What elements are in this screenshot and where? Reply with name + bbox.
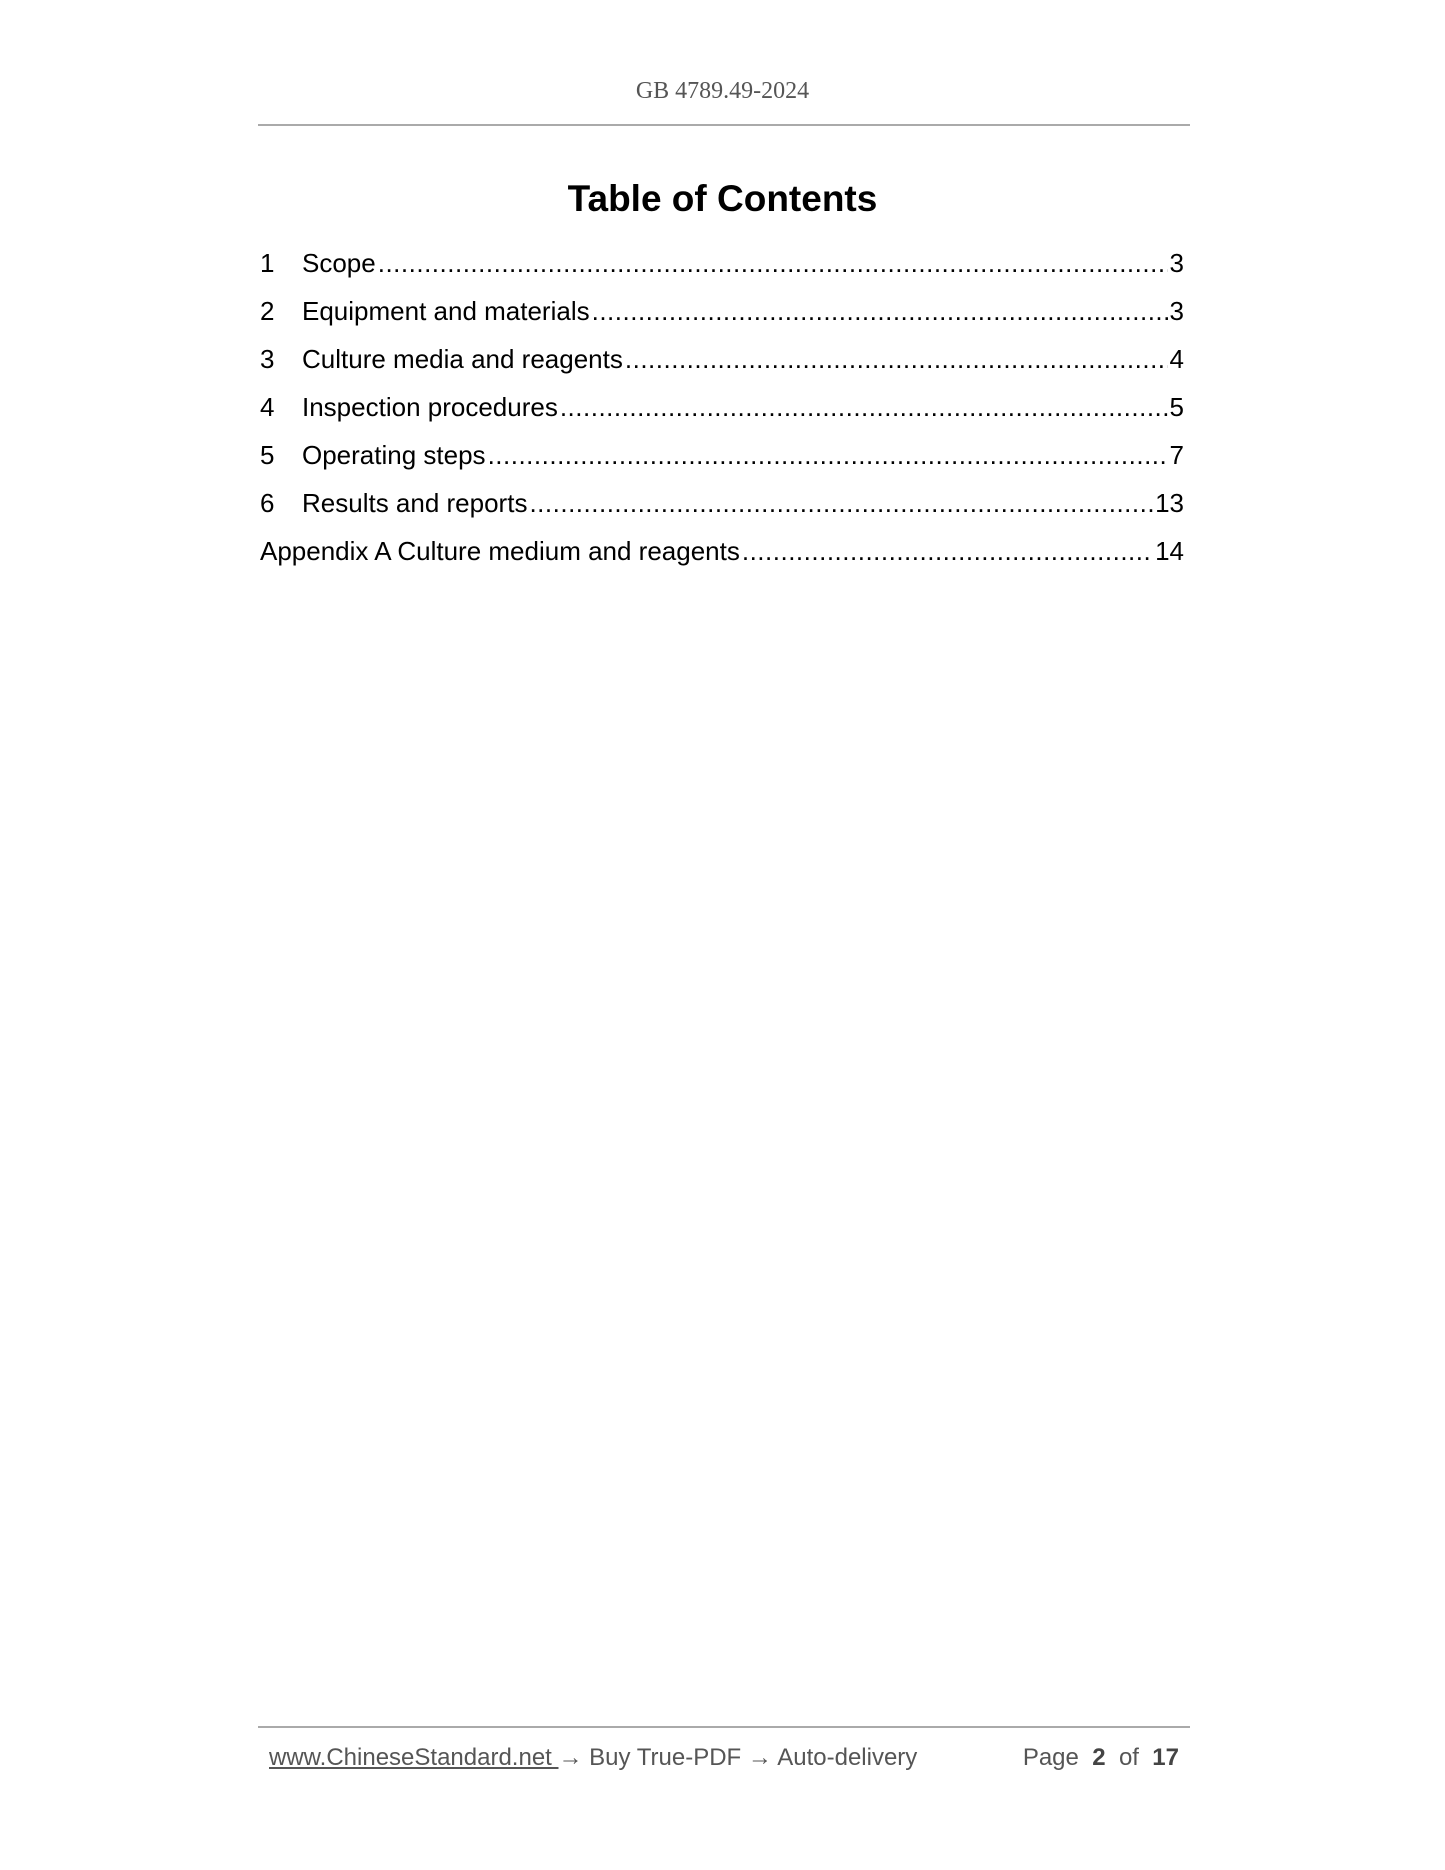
page-title: Table of Contents	[567, 178, 878, 219]
toc-entry[interactable]	[260, 392, 1184, 440]
toc-entry-appendix[interactable]	[260, 536, 1184, 584]
toc-entry[interactable]	[260, 440, 1184, 488]
toc-number: 3	[260, 344, 275, 374]
delivery-text: Auto-delivery	[777, 1744, 918, 1771]
toc-page: 4	[1169, 344, 1184, 374]
toc-number: 2	[260, 296, 275, 326]
toc-label: Scope	[302, 248, 376, 278]
toc-page: 3	[1169, 248, 1184, 278]
toc-page: 7	[1169, 440, 1184, 470]
toc-page: 13	[1155, 488, 1184, 518]
toc-label: Appendix A Culture medium and reagents	[260, 536, 740, 566]
footer-divider	[258, 1726, 1190, 1728]
buy-text: Buy True-PDF	[589, 1744, 742, 1771]
footer-promo	[269, 1744, 917, 1772]
toc-label: Inspection procedures	[302, 392, 558, 422]
toc-page: 14	[1155, 536, 1184, 566]
toc-label: Equipment and materials	[302, 296, 590, 326]
toc-page: 3	[1169, 296, 1184, 326]
toc-label: Operating steps	[302, 440, 486, 470]
header-divider	[258, 124, 1190, 126]
dot-leader	[488, 440, 1168, 471]
toc-entry[interactable]	[260, 248, 1184, 296]
website-link[interactable]: www.ChineseStandard.net	[269, 1744, 559, 1771]
dot-leader	[592, 296, 1168, 327]
page-indicator	[1023, 1744, 1179, 1772]
dot-leader	[378, 248, 1168, 279]
toc-number: 4	[260, 392, 275, 422]
toc-number: 6	[260, 488, 275, 518]
toc-entry[interactable]	[260, 488, 1184, 536]
document-header: GB 4789.49-2024	[635, 78, 810, 104]
total-pages: 17	[1152, 1744, 1179, 1771]
toc-entry[interactable]	[260, 296, 1184, 344]
current-page: 2	[1092, 1744, 1106, 1771]
toc-page: 5	[1169, 392, 1184, 422]
of-label: of	[1118, 1744, 1139, 1771]
page-footer	[269, 1744, 1179, 1772]
toc-number: 5	[260, 440, 275, 470]
toc-label: Results and reports	[302, 488, 528, 518]
dot-leader	[742, 536, 1153, 567]
arrow-icon: →	[747, 1744, 772, 1771]
page-label: Page	[1022, 1744, 1079, 1771]
toc-number: 1	[260, 248, 275, 278]
toc-label: Culture media and reagents	[302, 344, 623, 374]
dot-leader	[560, 392, 1168, 423]
dot-leader	[625, 344, 1168, 375]
toc-entry[interactable]	[260, 344, 1184, 392]
table-of-contents	[260, 248, 1184, 584]
dot-leader	[529, 488, 1153, 519]
arrow-icon: →	[558, 1744, 583, 1771]
